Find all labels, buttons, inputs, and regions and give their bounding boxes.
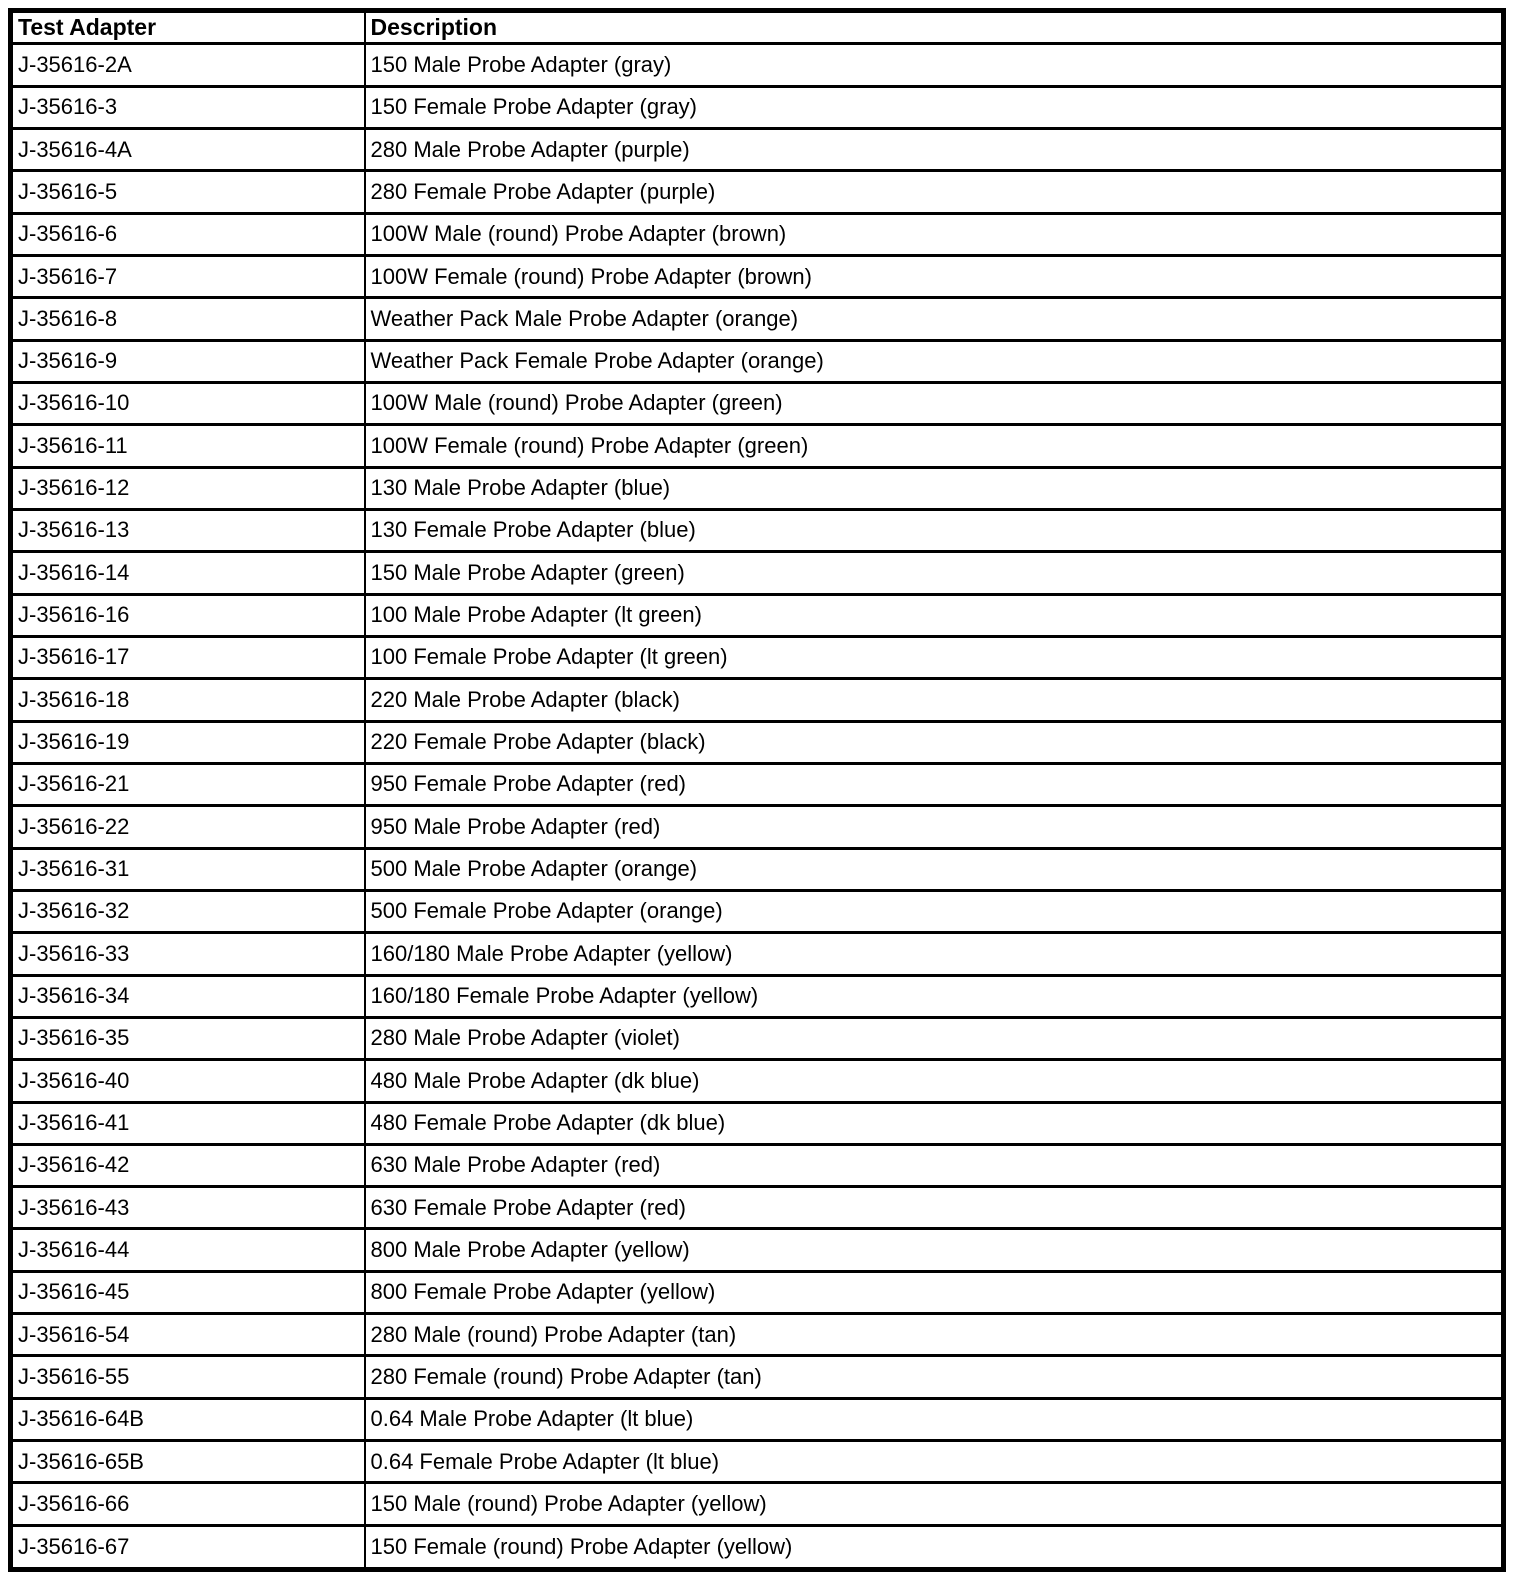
table-row	[11, 933, 1504, 975]
description-cell: 150 Male Probe Adapter (green)	[365, 552, 1504, 594]
adapter-cell: J-35616-66	[11, 1483, 365, 1525]
description-cell: 500 Male Probe Adapter (orange)	[365, 848, 1504, 890]
description-cell: 280 Male Probe Adapter (violet)	[365, 1017, 1504, 1059]
table-row	[11, 44, 1504, 86]
description-cell: 280 Female Probe Adapter (purple)	[365, 171, 1504, 213]
table-row	[11, 721, 1504, 763]
adapter-cell: J-35616-54	[11, 1314, 365, 1356]
table-row	[11, 213, 1504, 255]
description-cell: 630 Female Probe Adapter (red)	[365, 1187, 1504, 1229]
table-row	[11, 255, 1504, 297]
description-cell: 220 Female Probe Adapter (black)	[365, 721, 1504, 763]
table-row	[11, 340, 1504, 382]
adapter-cell: J-35616-18	[11, 679, 365, 721]
table-row	[11, 128, 1504, 170]
column-header-test-adapter: Test Adapter	[11, 11, 365, 44]
table-row	[11, 1314, 1504, 1356]
description-cell: 950 Male Probe Adapter (red)	[365, 806, 1504, 848]
table-row	[11, 1525, 1504, 1569]
description-cell: 800 Female Probe Adapter (yellow)	[365, 1271, 1504, 1313]
adapter-cell: J-35616-31	[11, 848, 365, 890]
adapter-cell: J-35616-3	[11, 86, 365, 128]
table-row	[11, 763, 1504, 805]
table-row	[11, 1356, 1504, 1398]
description-cell: 160/180 Female Probe Adapter (yellow)	[365, 975, 1504, 1017]
description-cell: 100W Male (round) Probe Adapter (green)	[365, 382, 1504, 424]
adapter-cell: J-35616-34	[11, 975, 365, 1017]
description-cell: 630 Male Probe Adapter (red)	[365, 1144, 1504, 1186]
table-row	[11, 890, 1504, 932]
description-cell: 280 Female (round) Probe Adapter (tan)	[365, 1356, 1504, 1398]
table-row	[11, 1271, 1504, 1313]
description-cell: 100W Female (round) Probe Adapter (brown)	[365, 255, 1504, 297]
adapter-cell: J-35616-2A	[11, 44, 365, 86]
adapter-cell: J-35616-10	[11, 382, 365, 424]
description-cell: 150 Female (round) Probe Adapter (yellow)	[365, 1525, 1504, 1569]
test-adapter-table	[8, 8, 1506, 1572]
adapter-cell: J-35616-43	[11, 1187, 365, 1229]
table-row	[11, 594, 1504, 636]
adapter-cell: J-35616-16	[11, 594, 365, 636]
adapter-cell: J-35616-40	[11, 1060, 365, 1102]
description-cell: Weather Pack Female Probe Adapter (orange)	[365, 340, 1504, 382]
description-cell: 130 Female Probe Adapter (blue)	[365, 509, 1504, 551]
adapter-cell: J-35616-13	[11, 509, 365, 551]
adapter-cell: J-35616-6	[11, 213, 365, 255]
adapter-cell: J-35616-35	[11, 1017, 365, 1059]
description-cell: 150 Male Probe Adapter (gray)	[365, 44, 1504, 86]
table-row	[11, 298, 1504, 340]
table-row	[11, 1229, 1504, 1271]
description-cell: 160/180 Male Probe Adapter (yellow)	[365, 933, 1504, 975]
adapter-cell: J-35616-8	[11, 298, 365, 340]
table-row	[11, 1187, 1504, 1229]
description-cell: 280 Male Probe Adapter (purple)	[365, 128, 1504, 170]
header-row	[11, 11, 1504, 44]
table-row	[11, 636, 1504, 678]
description-cell: 800 Male Probe Adapter (yellow)	[365, 1229, 1504, 1271]
description-cell: 480 Male Probe Adapter (dk blue)	[365, 1060, 1504, 1102]
table-row	[11, 679, 1504, 721]
table-row	[11, 382, 1504, 424]
table-row	[11, 848, 1504, 890]
table-row	[11, 1102, 1504, 1144]
description-cell: 150 Female Probe Adapter (gray)	[365, 86, 1504, 128]
adapter-cell: J-35616-9	[11, 340, 365, 382]
adapter-cell: J-35616-42	[11, 1144, 365, 1186]
adapter-cell: J-35616-64B	[11, 1398, 365, 1440]
description-cell: 280 Male (round) Probe Adapter (tan)	[365, 1314, 1504, 1356]
table-row	[11, 806, 1504, 848]
table-row	[11, 1398, 1504, 1440]
adapter-cell: J-35616-14	[11, 552, 365, 594]
table-row	[11, 467, 1504, 509]
description-cell: 480 Female Probe Adapter (dk blue)	[365, 1102, 1504, 1144]
table-row	[11, 425, 1504, 467]
adapter-cell: J-35616-4A	[11, 128, 365, 170]
table-row	[11, 1060, 1504, 1102]
adapter-cell: J-35616-22	[11, 806, 365, 848]
table-row	[11, 552, 1504, 594]
adapter-cell: J-35616-12	[11, 467, 365, 509]
description-cell: Weather Pack Male Probe Adapter (orange)	[365, 298, 1504, 340]
adapter-cell: J-35616-33	[11, 933, 365, 975]
description-cell: 150 Male (round) Probe Adapter (yellow)	[365, 1483, 1504, 1525]
table-row	[11, 1144, 1504, 1186]
table-row	[11, 171, 1504, 213]
table-body	[11, 44, 1504, 1570]
description-cell: 0.64 Male Probe Adapter (lt blue)	[365, 1398, 1504, 1440]
table-row	[11, 86, 1504, 128]
adapter-cell: J-35616-45	[11, 1271, 365, 1313]
adapter-cell: J-35616-7	[11, 255, 365, 297]
table-row	[11, 1441, 1504, 1483]
adapter-cell: J-35616-11	[11, 425, 365, 467]
adapter-cell: J-35616-44	[11, 1229, 365, 1271]
description-cell: 100 Female Probe Adapter (lt green)	[365, 636, 1504, 678]
adapter-cell: J-35616-32	[11, 890, 365, 932]
description-cell: 950 Female Probe Adapter (red)	[365, 763, 1504, 805]
description-cell: 130 Male Probe Adapter (blue)	[365, 467, 1504, 509]
table-row	[11, 1483, 1504, 1525]
adapter-cell: J-35616-17	[11, 636, 365, 678]
description-cell: 500 Female Probe Adapter (orange)	[365, 890, 1504, 932]
adapter-cell: J-35616-65B	[11, 1441, 365, 1483]
description-cell: 0.64 Female Probe Adapter (lt blue)	[365, 1441, 1504, 1483]
adapter-cell: J-35616-41	[11, 1102, 365, 1144]
adapter-cell: J-35616-55	[11, 1356, 365, 1398]
table-row	[11, 509, 1504, 551]
description-cell: 100 Male Probe Adapter (lt green)	[365, 594, 1504, 636]
column-header-description: Description	[365, 11, 1504, 44]
description-cell: 100W Male (round) Probe Adapter (brown)	[365, 213, 1504, 255]
adapter-cell: J-35616-5	[11, 171, 365, 213]
description-cell: 220 Male Probe Adapter (black)	[365, 679, 1504, 721]
adapter-cell: J-35616-21	[11, 763, 365, 805]
adapter-cell: J-35616-67	[11, 1525, 365, 1569]
description-cell: 100W Female (round) Probe Adapter (green)	[365, 425, 1504, 467]
adapter-cell: J-35616-19	[11, 721, 365, 763]
table-row	[11, 1017, 1504, 1059]
table-row	[11, 975, 1504, 1017]
